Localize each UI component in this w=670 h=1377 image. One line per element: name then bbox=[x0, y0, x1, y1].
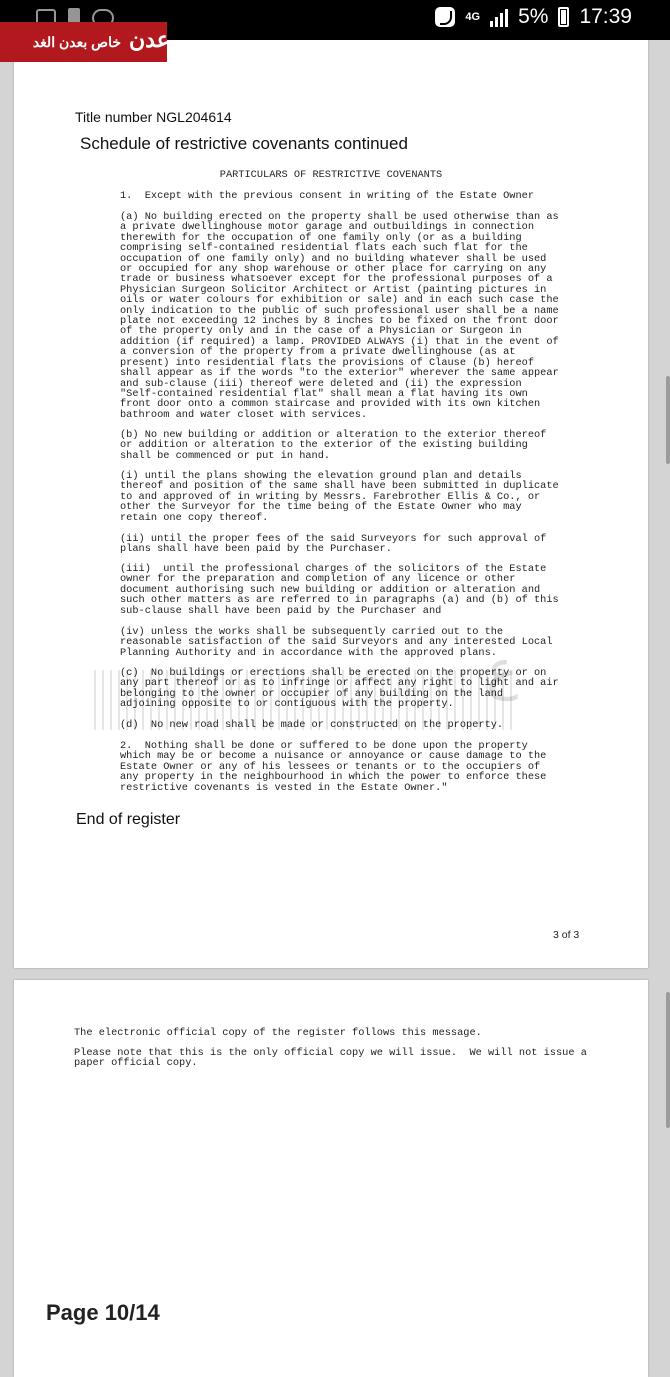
badge-logo: عدن bbox=[129, 27, 170, 53]
clause-1b-i: (i) until the plans showing the elevation ground plan and details thereof and position of the same shall have been submitted in duplicate to and approved of in writing by Messrs. Farebrother Ellis & Co., or other the Surveyor for the time being of the Estate Owner who may retain one copy thereof. bbox=[120, 470, 559, 524]
network-type: 4G bbox=[465, 11, 481, 23]
official-copy-message: The electronic official copy of the register follows this message. bbox=[74, 1027, 482, 1039]
clause-1b-iv: (iv) unless the works shall be subsequently carried out to the reasonable satisfaction of the said Surveyors and any interested Local Planning Authority and in accordance with the approved plans. bbox=[120, 626, 553, 659]
clock: 17:39 bbox=[579, 5, 632, 28]
official-copy-note: Please note that this is the only official copy we will issue. We will not issue a paper official copy. bbox=[74, 1047, 587, 1070]
schedule-heading: Schedule of restrictive covenants continued bbox=[80, 134, 408, 153]
watermark-pattern bbox=[94, 670, 514, 730]
badge-text: خاص بعدن الغد bbox=[32, 33, 121, 50]
call-icon bbox=[435, 7, 455, 27]
scrollbar-thumb-upper[interactable] bbox=[666, 376, 670, 464]
end-of-register: End of register bbox=[76, 811, 181, 828]
battery-percent: 5% bbox=[518, 5, 549, 28]
signal-icon bbox=[490, 7, 508, 27]
battery-icon bbox=[558, 7, 569, 27]
clause-1a: (a) No building erected on the property shall be used otherwise than as a private dwellinghouse motor garage and outbuildings in connection therewith for the occupation of one family only (or as a building comprising self-contained residential flats each such flat for the occupation of one family only) and no building whatever shall be used or occupied for any shop warehouse or other place for carrying on any trade or business whatsoever except for the professional purposes of a Physician Surgeon Solicitor Architect or Artist (painting pictures in oils or water colours for exhibition or sale) and in each such case the only indication to the public of such professional user shall be a name plate not exceeding 12 inches by 8 inches to be fixed on the front door of the property only and in the case of a Physician or Surgeon in addition (if required) a lamp. PROVIDED ALWAYS (i) that in the event of a conversion of the property from a private dwellinghouse (as at present) into residential flats the provisions of Clause (b) hereof shall appear as if the words "to the exterior" wherever the same appear and sub-clause (iii) thereof were deleted and (ii) the expression "Self-contained residential flat" shall mean a flat having its own front door onto a common staircase and provided with its own kitchen bathroom and water closet with services. bbox=[120, 211, 559, 421]
page-footer-number: 3 of 3 bbox=[553, 929, 580, 941]
particulars-heading: PARTICULARS OF RESTRICTIVE COVENANTS bbox=[219, 169, 443, 181]
system-status bbox=[435, 5, 632, 29]
document-page-3 bbox=[14, 40, 648, 968]
clause-1b: (b) No new building or addition or alteration to the exterior thereof or addition or alteration to the exterior of the existing building shall be commenced or put in hand. bbox=[120, 429, 547, 462]
clause-2: 2. Nothing shall be done or suffered to be done upon the property which may be or become a nuisance or annoyance or cause damage to the Estate Owner or any of his lessees or tenants or to the occupiers of any property in the neighbourhood in which the power to enforce these restrictive covenants is vested in the Estate Owner." bbox=[120, 740, 547, 794]
clause-1d: (d) No new road shall be made or constructed on the property. bbox=[120, 719, 504, 731]
watermark-badge bbox=[0, 22, 170, 62]
clause-1c: (c) No buildings or erections shall be erected on the property or on any part thereof or as to infringe or affect any right to light and air belonging to the owner or occupier of any building on the land adjoining opposite to or contiguous with the property. bbox=[120, 667, 559, 711]
clause-1b-ii: (ii) until the proper fees of the said Surveyors for such approval of plans shall have been paid by the Purchaser. bbox=[120, 533, 547, 556]
title-number: Title number NGL204614 bbox=[75, 109, 232, 125]
watermark-logo: ع bbox=[486, 638, 519, 701]
clause-1b-iii: (iii) until the professional charges of the solicitors of the Estate owner for the preparation and completion of any licence or other document authorising such new building or addition or alteration and such other matters as are referred to in paragraphs (a) and (b) of this sub-clause shall have been paid by the Purchaser and bbox=[120, 563, 559, 617]
page-indicator: Page 10/14 bbox=[46, 1300, 160, 1325]
clause-1: 1. Except with the previous consent in writing of the Estate Owner bbox=[120, 190, 535, 202]
scrollbar-thumb[interactable] bbox=[666, 992, 670, 1128]
